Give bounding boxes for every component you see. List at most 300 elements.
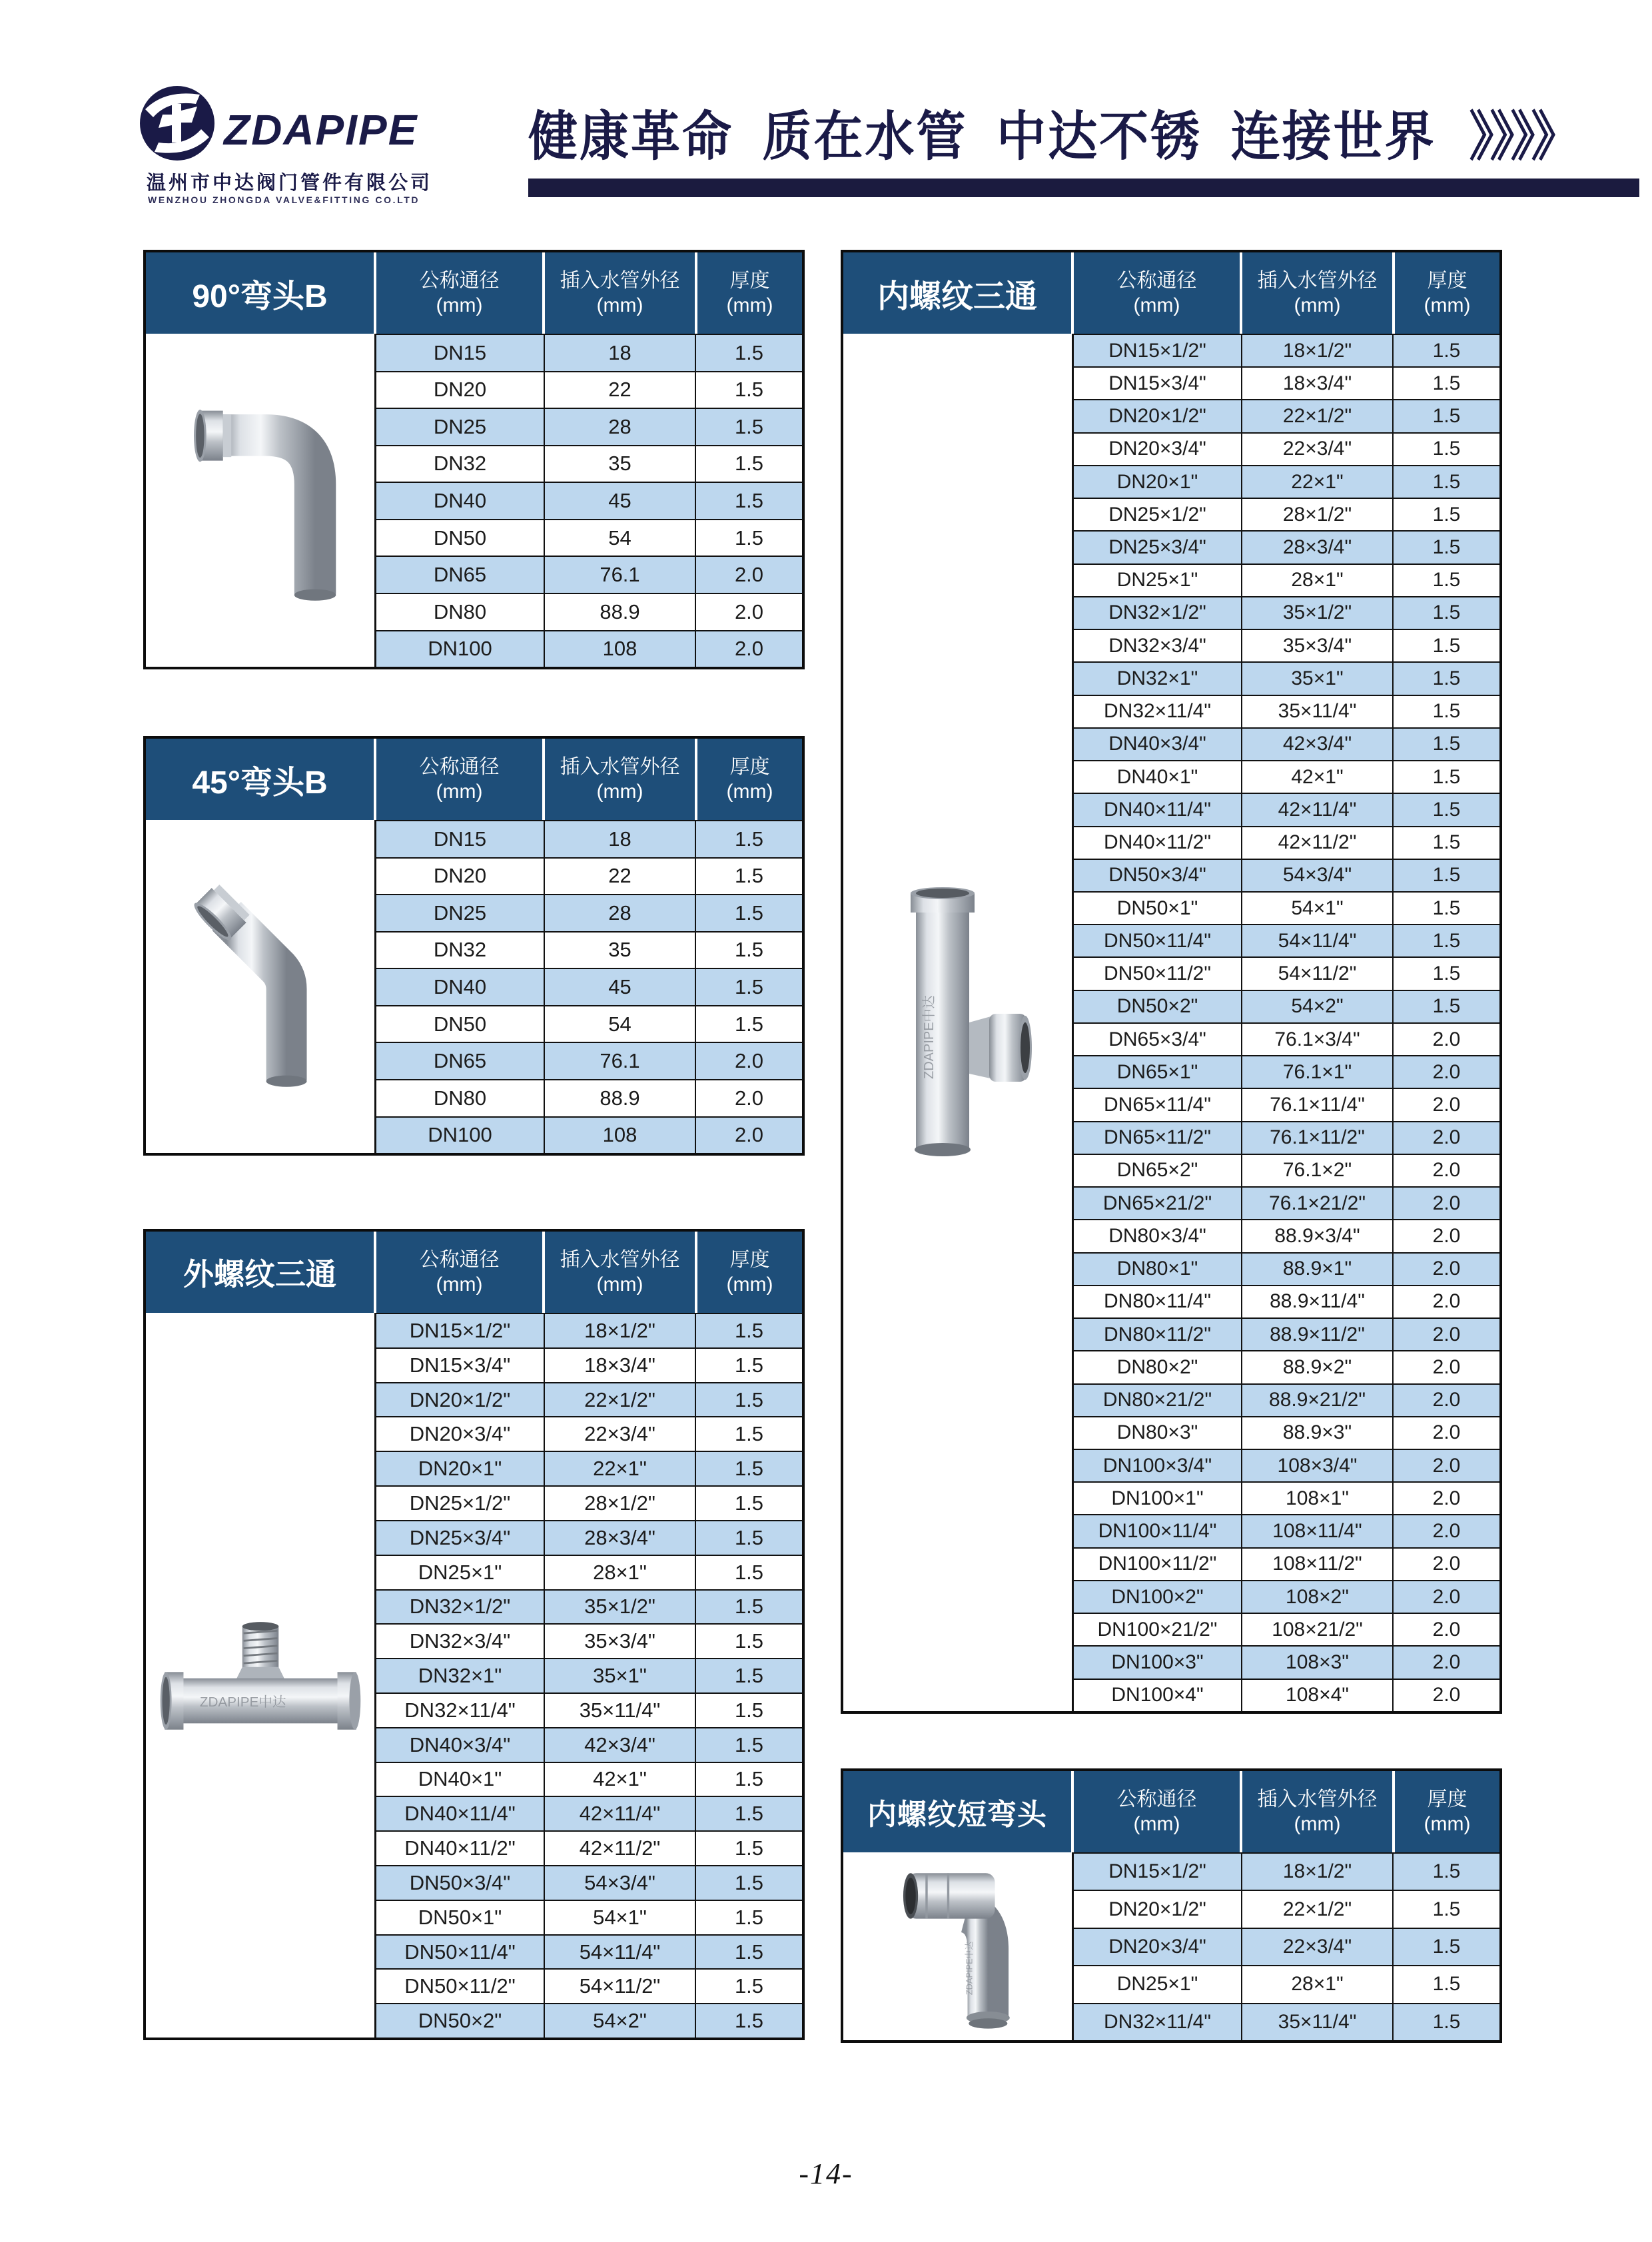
table-cell: 22×1" [1242, 466, 1394, 498]
table-row [376, 820, 802, 857]
table-row [1074, 498, 1499, 530]
zdapipe-logo-icon [139, 84, 216, 163]
table-cell: 28×1" [545, 1556, 696, 1589]
table-header [146, 739, 802, 820]
table-cell: 54×3/4" [1242, 860, 1394, 891]
table-cell: 1.5 [734, 901, 764, 925]
table-cell: 28×1" [1242, 1966, 1394, 2002]
table-row [1074, 661, 1499, 694]
company-name-en: WENZHOU ZHONGDA VALVE&FITTING CO.LTD [148, 194, 420, 205]
slogan-text: 健康革命 质在水管 中达不锈 连接世界 [528, 107, 1436, 167]
table-cell: 1.5 [1432, 569, 1461, 591]
table-cell: 1.5 [734, 827, 764, 851]
table-cell: DN20 [376, 372, 545, 408]
table-row [1074, 1449, 1499, 1481]
table-row [376, 1116, 802, 1154]
table-cell: 2.0 [1432, 1028, 1461, 1050]
svg-text:ZDAPIPE中达: ZDAPIPE中达 [199, 1694, 286, 1710]
table-cell: 45 [545, 969, 696, 1005]
table-cell: DN20×1/2" [1074, 400, 1242, 432]
table-cell: 1.5 [734, 1457, 764, 1481]
table-cell: DN100×3/4" [1074, 1450, 1242, 1481]
table-cell: DN15×1/2" [1074, 335, 1242, 366]
table-cell: 2.0 [1432, 1094, 1461, 1116]
table-internal-thread-short-elbow [841, 1768, 1502, 2043]
table-row [376, 1623, 802, 1658]
product-photo-external-tee [146, 1313, 376, 2038]
table-cell: DN100×2" [1074, 1581, 1242, 1613]
table-row [376, 1382, 802, 1417]
table-cell: 2.0 [1432, 1355, 1461, 1378]
table-cell: 1.5 [1432, 929, 1461, 952]
table-cell: 54×1" [545, 1901, 696, 1934]
table-cell: 42×1" [545, 1763, 696, 1796]
table-cell: 2.0 [734, 599, 764, 623]
table-cell: 108×11/4" [1242, 1515, 1394, 1547]
table-cell: 1.5 [1432, 470, 1461, 493]
table-header [146, 1232, 802, 1313]
table-cell: 42×11/4" [1242, 794, 1394, 825]
table-cell: DN80×3/4" [1074, 1220, 1242, 1252]
table-cell: DN50×2" [376, 2004, 545, 2038]
table-cell: 2.0 [1432, 1520, 1461, 1543]
table-cell: DN40×11/2" [1074, 827, 1242, 859]
column-header-pipe-od: 插入水管外径 (mm) [545, 1232, 695, 1313]
table-cell: 1.5 [1432, 601, 1461, 624]
table-cell: 1.5 [1432, 405, 1461, 428]
table-cell: DN20 [376, 859, 545, 895]
table-cell: 2.0 [1432, 1421, 1461, 1444]
table-row [376, 968, 802, 1005]
table-cell: DN100×11/2" [1074, 1549, 1242, 1580]
table-cell: 108×2" [1242, 1581, 1394, 1613]
table-row [1074, 1317, 1499, 1350]
table-cell: DN80×1" [1074, 1254, 1242, 1285]
table-cell: 42×11/4" [545, 1797, 696, 1830]
table-cell: 18×3/4" [1242, 368, 1394, 399]
table-cell: 88.9×21/2" [1242, 1385, 1394, 1416]
table-cell: DN65×11/2" [1074, 1122, 1242, 1154]
table-cell: 2.0 [1432, 1126, 1461, 1149]
table-cell: 1.5 [1432, 1936, 1461, 1958]
table-cell: DN32×11/4" [376, 1694, 545, 1727]
table-cell: 1.5 [734, 378, 764, 402]
table-cell: DN40×11/4" [376, 1797, 545, 1830]
table-cell: 54×2" [545, 2004, 696, 2038]
table-cell: DN15 [376, 335, 545, 371]
table-internal-thread-tee [841, 250, 1502, 1714]
table-cell: 88.9×3" [1242, 1417, 1394, 1449]
table-row [1074, 1852, 1499, 1890]
column-header-thickness: 厚度 (mm) [697, 1232, 802, 1313]
column-header-pipe-od: 插入水管外径 (mm) [1242, 252, 1392, 334]
table-row [376, 1830, 802, 1865]
table-cell: DN40×1" [376, 1763, 545, 1796]
table-row [1074, 1252, 1499, 1285]
table-cell: 54×11/4" [545, 1936, 696, 1969]
table-cell: DN25×3/4" [376, 1521, 545, 1555]
table-cell: 54×11/2" [1242, 958, 1394, 989]
table-cell: DN20×1/2" [376, 1383, 545, 1417]
table-cell: 88.9×11/2" [1242, 1319, 1394, 1350]
table-cell: 28×1/2" [545, 1487, 696, 1520]
table-cell: 1.5 [734, 414, 764, 438]
table-row [1074, 990, 1499, 1022]
column-header-pipe-od: 插入水管外径 (mm) [545, 739, 695, 820]
table-cell: 108×1" [1242, 1483, 1394, 1514]
table-cell: 2.0 [734, 1123, 764, 1147]
table-cell: 76.1×3/4" [1242, 1024, 1394, 1055]
table-cell: 1.5 [734, 1905, 764, 1929]
table-cell: 1.5 [1432, 339, 1461, 362]
table-cell: DN15×1/2" [1074, 1854, 1242, 1890]
table-cell: DN25×1/2" [376, 1487, 545, 1520]
table-cell: 54×2" [1242, 991, 1394, 1022]
table-cell: 1.5 [734, 1595, 764, 1619]
svg-text:ZDAPIPE中达: ZDAPIPE中达 [921, 995, 937, 1079]
table-cell: 2.0 [1432, 1684, 1461, 1706]
table-cell: 2.0 [734, 1086, 764, 1110]
table-cell: 18×1/2" [1242, 1854, 1394, 1890]
column-header-nominal-diameter: 公称通径 (mm) [376, 739, 542, 820]
column-header-nominal-diameter: 公称通径 (mm) [376, 252, 542, 334]
table-cell: DN25×1" [376, 1556, 545, 1589]
table-row [376, 371, 802, 408]
table-row [376, 1589, 802, 1624]
table-cell: DN40×3/4" [376, 1728, 545, 1762]
table-row [1074, 1022, 1499, 1055]
table-row [1074, 1580, 1499, 1613]
table-cell: 1.5 [1432, 733, 1461, 755]
table-row [1074, 1514, 1499, 1547]
table-cell: 108 [545, 631, 696, 667]
table-cell: DN40 [376, 969, 545, 1005]
table-title: 内螺纹短弯头 [843, 1771, 1071, 1852]
table-cell: 1.5 [734, 1629, 764, 1653]
table-row [376, 894, 802, 931]
table-cell: 1.5 [1432, 438, 1461, 460]
table-cell: 1.5 [734, 340, 764, 364]
table-cell: 1.5 [734, 975, 764, 999]
table-cell: 22×1/2" [1242, 400, 1394, 432]
table-cell: DN32×1/2" [376, 1591, 545, 1624]
table-row [376, 593, 802, 630]
table-cell: DN65×21/2" [1074, 1188, 1242, 1219]
product-photo-90-elbow [146, 334, 376, 667]
table-cell: DN20×3/4" [1074, 1929, 1242, 1965]
table-cell: 2.0 [734, 563, 764, 587]
table-cell: 2.0 [1432, 1585, 1461, 1608]
table-cell: 28 [545, 409, 696, 445]
table-cell: 54×1" [1242, 893, 1394, 924]
table-cell: 35×1/2" [1242, 597, 1394, 629]
table-cell: 35×1/2" [545, 1591, 696, 1624]
table-row [376, 1005, 802, 1042]
table-row [1074, 1481, 1499, 1514]
table-title: 外螺纹三通 [146, 1232, 374, 1313]
product-photo-short-elbow [843, 1852, 1074, 2040]
table-title: 90°弯头B [146, 252, 374, 334]
table-cell: 1.5 [1432, 831, 1461, 854]
table-row [376, 1347, 802, 1382]
internal-tee-image [881, 879, 1034, 1166]
table-cell: DN25×3/4" [1074, 532, 1242, 563]
table-cell: 76.1×21/2" [1242, 1188, 1394, 1219]
table-cell: 1.5 [734, 526, 764, 550]
table-cell: 35×11/4" [545, 1694, 696, 1727]
table-cell: 1.5 [734, 1870, 764, 1894]
table-cell: 2.0 [1432, 1258, 1461, 1280]
table-cell: DN15 [376, 821, 545, 857]
table-row [1074, 432, 1499, 465]
table-cell: DN25×1/2" [1074, 499, 1242, 530]
table-cell: 2.0 [734, 637, 764, 661]
table-cell: DN80×3" [1074, 1417, 1242, 1449]
table-cell: DN50×11/2" [1074, 958, 1242, 989]
table-row [1074, 563, 1499, 596]
table-cell: 45 [545, 483, 696, 519]
table-cell: 2.0 [1432, 1323, 1461, 1345]
table-cell: 2.0 [1432, 1060, 1461, 1083]
table-cell: 1.5 [734, 1387, 764, 1411]
table-cell: 35 [545, 446, 696, 482]
table-cell: 54×11/2" [545, 1970, 696, 2003]
table-row [376, 1520, 802, 1555]
table-cell: DN32×3/4" [1074, 630, 1242, 661]
table-cell: 1.5 [1432, 372, 1461, 394]
table-cell: 2.0 [1432, 1454, 1461, 1477]
table-cell: 42×11/2" [1242, 827, 1394, 859]
product-photo-internal-tee [843, 334, 1074, 1711]
table-cell: DN15×3/4" [1074, 368, 1242, 399]
column-header-nominal-diameter: 公称通径 (mm) [376, 1232, 542, 1313]
table-row [1074, 793, 1499, 825]
table-row [1074, 399, 1499, 432]
table-row [1074, 1186, 1499, 1219]
table-cell: 108 [545, 1118, 696, 1154]
table-cell: 35×11/4" [1242, 696, 1394, 727]
table-cell: 42×3/4" [545, 1728, 696, 1762]
external-tee-image [157, 1602, 364, 1748]
table-cell: 1.5 [1432, 700, 1461, 723]
internal-short-elbow-image [885, 1858, 1031, 2035]
table-cell: DN50×3/4" [376, 1866, 545, 1900]
table-cell: 35×1" [545, 1659, 696, 1692]
table-title: 内螺纹三通 [843, 252, 1071, 334]
table-cell: DN40×11/4" [1074, 794, 1242, 825]
table-cell: 1.5 [1432, 1973, 1461, 1996]
table-cell: DN80×21/2" [1074, 1385, 1242, 1416]
table-cell: DN32 [376, 933, 545, 968]
table-cell: 1.5 [734, 864, 764, 888]
table-row [1074, 1285, 1499, 1317]
logo-wordmark: ZDAPIPE [224, 106, 418, 154]
table-row [376, 2003, 802, 2038]
table-cell: 28×1" [1242, 565, 1394, 596]
table-cell: 35×3/4" [1242, 630, 1394, 661]
table-row [1074, 891, 1499, 924]
table-cell: DN50 [376, 520, 545, 556]
table-row [376, 408, 802, 445]
table-cell: DN32×1" [1074, 663, 1242, 694]
column-header-nominal-diameter: 公称通径 (mm) [1074, 252, 1240, 334]
table-row [376, 1416, 802, 1451]
table-cell: 1.5 [1432, 1898, 1461, 1920]
table-row [376, 857, 802, 895]
table-row [1074, 530, 1499, 563]
table-cell: DN50×1" [376, 1901, 545, 1934]
table-cell: 2.0 [1432, 1487, 1461, 1509]
table-cell: DN32×1/2" [1074, 597, 1242, 629]
table-cell: 54×11/4" [1242, 925, 1394, 956]
table-row [376, 1900, 802, 1934]
table-cell: 108×11/2" [1242, 1549, 1394, 1580]
table-cell: 1.5 [734, 1560, 764, 1584]
table-cell: DN65×11/4" [1074, 1089, 1242, 1120]
table-cell: DN40 [376, 483, 545, 519]
table-cell: 1.5 [1432, 634, 1461, 657]
table-row [1074, 1350, 1499, 1383]
table-row [1074, 629, 1499, 661]
table-cell: 35 [545, 933, 696, 968]
page-number: -14- [799, 2157, 853, 2190]
table-row [376, 556, 802, 593]
header-divider-bar [528, 179, 1639, 197]
table-cell: 54×3/4" [545, 1866, 696, 1900]
table-cell: DN25×1" [1074, 1966, 1242, 2002]
table-row [1074, 366, 1499, 399]
table-cell: 2.0 [1432, 1389, 1461, 1411]
table-row [376, 1727, 802, 1762]
table-cell: DN20×3/4" [376, 1417, 545, 1451]
table-cell: 1.5 [734, 1767, 764, 1791]
table-cell: 18×3/4" [545, 1349, 696, 1382]
table-row [1074, 334, 1499, 366]
table-cell: 54 [545, 1006, 696, 1042]
table-cell: 28×3/4" [545, 1521, 696, 1555]
table-cell: 1.5 [1432, 995, 1461, 1018]
table-row [1074, 1613, 1499, 1645]
table-cell: 28×3/4" [1242, 532, 1394, 563]
table-cell: DN100×4" [1074, 1680, 1242, 1711]
table-cell: 1.5 [734, 489, 764, 513]
table-cell: DN15×1/2" [376, 1314, 545, 1347]
table-row [1074, 1219, 1499, 1252]
table-cell: 1.5 [1432, 864, 1461, 887]
table-cell: DN65×3/4" [1074, 1024, 1242, 1055]
table-cell: 42×11/2" [545, 1832, 696, 1865]
table-cell: DN100×11/4" [1074, 1515, 1242, 1547]
table-cell: 1.5 [734, 1525, 764, 1549]
table-cell: 2.0 [1432, 1553, 1461, 1575]
table-cell: 1.5 [734, 1422, 764, 1446]
column-header-thickness: 厚度 (mm) [1395, 1771, 1499, 1852]
table-cell: DN65 [376, 1043, 545, 1079]
table-cell: DN50×1" [1074, 893, 1242, 924]
table-cell: 76.1×11/2" [1242, 1122, 1394, 1154]
table-cell: DN32×3/4" [376, 1625, 545, 1658]
table-row [1074, 1121, 1499, 1154]
table-cell: 108×21/2" [1242, 1614, 1394, 1645]
table-row [1074, 1088, 1499, 1120]
table-row [376, 1042, 802, 1079]
table-cell: DN20×3/4" [1074, 434, 1242, 465]
table-cell: 35×11/4" [1242, 2004, 1394, 2040]
svg-text:ZDAPIPE中达: ZDAPIPE中达 [963, 1941, 974, 1995]
90-elbow-image [177, 387, 344, 613]
table-row [376, 1485, 802, 1520]
table-cell: 2.0 [1432, 1290, 1461, 1313]
table-cell: DN20×1" [376, 1452, 545, 1485]
table-cell: 1.5 [734, 1318, 764, 1342]
table-cell: 1.5 [1432, 503, 1461, 526]
table-cell: 2.0 [1432, 1224, 1461, 1247]
table-cell: DN50 [376, 1006, 545, 1042]
table-row [376, 334, 802, 371]
table-cell: 1.5 [734, 1012, 764, 1036]
table-cell: 1.5 [1432, 536, 1461, 559]
table-cell: 76.1×1" [1242, 1056, 1394, 1088]
table-cell: DN20×1/2" [1074, 1891, 1242, 1927]
table-row [1074, 956, 1499, 989]
table-row [1074, 1928, 1499, 1965]
table-cell: DN100×3" [1074, 1647, 1242, 1678]
table-row [376, 482, 802, 519]
table-cell: 1.5 [1432, 2010, 1461, 2033]
table-cell: DN40×3/4" [1074, 729, 1242, 760]
table-cell: 22×3/4" [1242, 1929, 1394, 1965]
table-cell: 108×3" [1242, 1647, 1394, 1678]
table-cell: DN50×11/4" [376, 1936, 545, 1969]
table-cell: 76.1 [545, 557, 696, 593]
table-cell: DN65×2" [1074, 1155, 1242, 1186]
table-cell: 18×1/2" [545, 1314, 696, 1347]
table-cell: 22×1/2" [1242, 1891, 1394, 1927]
table-cell: 108×4" [1242, 1680, 1394, 1711]
table-cell: DN40×1" [1074, 761, 1242, 793]
table-row [376, 1313, 802, 1347]
table-row [1074, 695, 1499, 727]
table-external-thread-tee [143, 1229, 805, 2040]
table-row [376, 931, 802, 968]
table-row [376, 519, 802, 556]
table-cell: 1.5 [1432, 1860, 1461, 1883]
table-cell: 1.5 [734, 1698, 764, 1722]
table-row [1074, 1383, 1499, 1416]
table-row [376, 1796, 802, 1830]
table-row [376, 1865, 802, 1900]
table-cell: DN50×3/4" [1074, 860, 1242, 891]
table-cell: DN32×11/4" [1074, 2004, 1242, 2040]
table-cell: 1.5 [734, 1802, 764, 1826]
column-header-nominal-diameter: 公称通径 (mm) [1074, 1771, 1240, 1852]
table-header [843, 1771, 1499, 1852]
table-cell: 18 [545, 821, 696, 857]
table-cell: DN80 [376, 1080, 545, 1116]
table-header [146, 252, 802, 334]
table-row [1074, 1416, 1499, 1449]
table-cell: 1.5 [1432, 798, 1461, 821]
table-cell: DN25 [376, 409, 545, 445]
table-cell: 1.5 [734, 1732, 764, 1756]
chevron-right-icons: 》》》》 [1469, 107, 1577, 167]
column-header-thickness: 厚度 (mm) [697, 739, 802, 820]
table-cell: 22 [545, 372, 696, 408]
table-row [376, 1968, 802, 2003]
table-cell: DN100×21/2" [1074, 1614, 1242, 1645]
table-row [1074, 1965, 1499, 2002]
table-title: 45°弯头B [146, 739, 374, 820]
